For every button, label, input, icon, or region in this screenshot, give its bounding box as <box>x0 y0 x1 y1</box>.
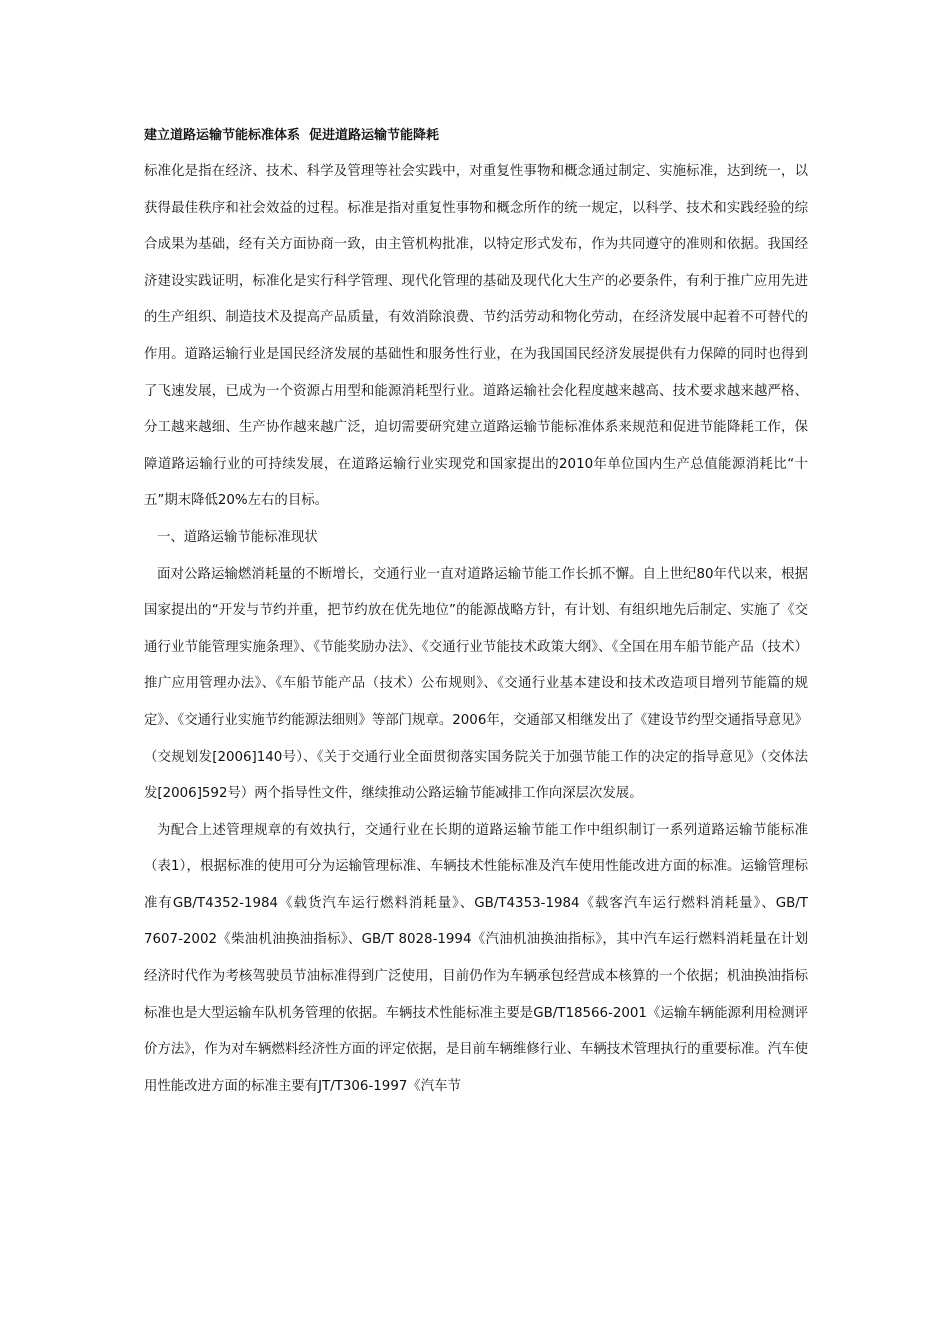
document-body <box>144 126 808 1105</box>
section-heading: 一、道路运输节能标准现状 <box>157 529 318 545</box>
section-paragraph-1: 面对公路运输燃消耗量的不断增长，交通行业一直对道路运输节能工作长抓不懈。自上世纪80年代以来，根据国家提出的“开发与节约并重，把节约放在优先地位”的能源战略方针，有计划、有组织地先后制定、实施了《交通行业节能管理实施条理》、《节能奖励办法》、《交通行业节能技术政策大纲》、《全国在用车船节能产品（技术）推广应用管理办法》、《车船节能产品（技术）公布规则》、《交通行业基本建设和技术改造项目增列节能篇的规定》、《交通行业实施节约能源法细则》等部门规章。2006年，交通部又相继发出了《建设节约型交通指导意见》（交规划发[2006]140号）、《关于交通行业全面贯彻落实国务院关于加强节能工作的决定的指导意见》（交体法发[2006]592号）两个指导性文件，继续推动公路运输节能减排工作向深层次发展。 <box>144 566 808 802</box>
intro-paragraph: 标准化是指在经济、技术、科学及管理等社会实践中，对重复性事物和概念通过制定、实施标准，达到统一，以获得最佳秩序和社会效益的过程。标准是指对重复性事物和概念所作的统一规定，以科学、技术和实践经验的综合成果为基础，经有关方面协商一致，由主管机构批准，以特定形式发布，作为共同遵守的准则和依据。我国经济建设实践证明，标准化是实行科学管理、现代化管理的基础及现代化大生产的必要条件，有利于推广应用先进的生产组织、制造技术及提高产品质量，有效消除浪费、节约活劳动和物化劳动，在经济发展中起着不可替代的作用。道路运输行业是国民经济发展的基础性和服务性行业，在为我国国民经济发展提供有力保障的同时也得到了飞速发展，已成为一个资源占用型和能源消耗型行业。道路运输社会化程度越来越高、技术要求越来越严格、分工越来越细、生产协作越来越广泛，迫切需要研究建立道路运输节能标准体系来规范和促进节能降耗工作，保障道路运输行业的可持续发展，在道路运输行业实现党和国家提出的2010年单位国内生产总值能源消耗比“十五”期末降低20%左右的目标。 <box>144 164 808 509</box>
document-title: 建立道路运输节能标准体系 促进道路运输节能降耗 <box>144 128 440 143</box>
section-paragraph-2: 为配合上述管理规章的有效执行，交通行业在长期的道路运输节能工作中组织制订一系列道路运输节能标准（表1），根据标准的使用可分为运输管理标准、车辆技术性能标准及汽车使用性能改进方面的标准。运输管理标准有GB/T4352-1984《载货汽车运行燃料消耗量》、GB/T4353-1984《载客汽车运行燃料消耗量》、GB/T 7607-2002《柴油机油换油指标》、GB/T 8028-1994《汽油机油换油指标》，其中汽车运行燃料消耗量在计划经济时代作为考核驾驶员节油标准得到广泛使用，目前仍作为车辆承包经营成本核算的一个依据；机油换油指标标准也是大型运输车队机务管理的依据。车辆技术性能标准主要是GB/T18566-2001《运输车辆能源利用检测评价方法》，作为对车辆燃料经济性方面的评定依据，是目前车辆维修行业、车辆技术管理执行的重要标准。汽车使用性能改进方面的标准主要有JT/T306-1997《汽车节 <box>144 822 808 1094</box>
